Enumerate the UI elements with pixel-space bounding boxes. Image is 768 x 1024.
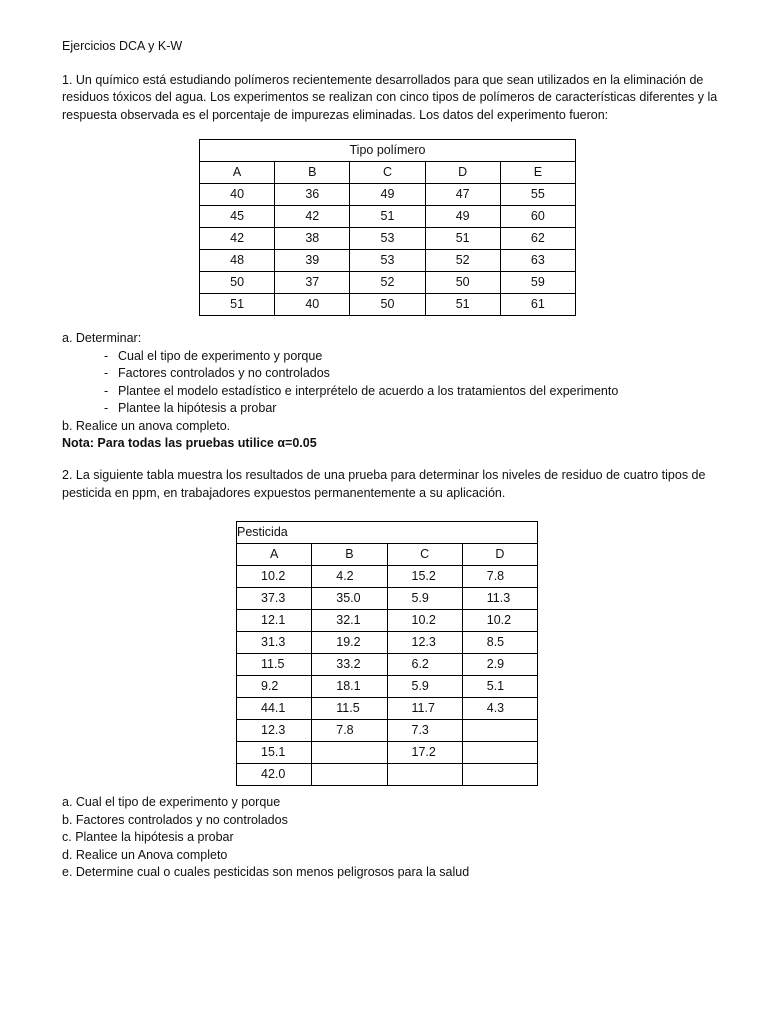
table-cell: 11.5 (312, 698, 387, 720)
table-cell: 5.1 (462, 676, 537, 698)
table-cell: 45 (200, 206, 275, 228)
task-item: c. Plantee la hipótesis a probar (62, 830, 234, 844)
table-cell: 42 (275, 206, 350, 228)
polymer-table-caption: Tipo polímero (200, 140, 576, 162)
table-cell: 36 (275, 184, 350, 206)
table-cell: 62 (500, 228, 575, 250)
table-cell: 6.2 (387, 654, 462, 676)
table-cell: 7.3 (387, 720, 462, 742)
task-item: a. Cual el tipo de experimento y porque (62, 795, 281, 809)
table-cell: 38 (275, 228, 350, 250)
column-header: B (312, 544, 387, 566)
table-cell: 50 (350, 294, 425, 316)
task-a-label: a. Determinar: (62, 331, 142, 345)
question-2-intro-block (62, 467, 722, 502)
task-item: d. Realice un Anova completo (62, 847, 228, 862)
table-cell: 12.1 (237, 610, 312, 632)
table-cell: 39 (275, 250, 350, 272)
table-cell: 9.2 (237, 676, 312, 698)
table-cell: 48 (200, 250, 275, 272)
table-cell: 52 (350, 272, 425, 294)
bullet-item: - Cual el tipo de experimento y porque (104, 348, 722, 366)
table-cell: 11.5 (237, 654, 312, 676)
table-cell: 7.8 (462, 566, 537, 588)
table-row (237, 566, 538, 588)
table-row (237, 742, 538, 764)
pesticide-table-caption-row (237, 522, 538, 544)
table-cell: 11.7 (387, 698, 462, 720)
table-cell: 5.9 (387, 588, 462, 610)
table-cell: 44.1 (237, 698, 312, 720)
question-1-intro: 1. Un químico está estudiando polímeros recientemente desarrollados para que sean utilizados en la eliminación de residuos tóxicos del agua. Los experimentos se realizan con cinco tipos de polímeros de características diferentes y la respuesta observada es el porcentaje de impurezas eliminadas. Los datos del experimento fueron: (62, 72, 718, 122)
table-cell: 63 (500, 250, 575, 272)
task-item: b. Factores controlados y no controlados (62, 812, 288, 827)
bullet-item: - Factores controlados y no controlados (104, 365, 722, 383)
column-header: D (462, 544, 537, 566)
table-cell (312, 742, 387, 764)
table-cell: 49 (350, 184, 425, 206)
table-cell: 50 (425, 272, 500, 294)
table-cell: 53 (350, 250, 425, 272)
pesticide-table-header-row (237, 544, 538, 566)
table-cell: 61 (500, 294, 575, 316)
table-cell: 59 (500, 272, 575, 294)
table-cell: 51 (350, 206, 425, 228)
table-cell: 32.1 (312, 610, 387, 632)
table-cell: 4.3 (462, 698, 537, 720)
table-cell: 53 (350, 228, 425, 250)
table-cell: 33.2 (312, 654, 387, 676)
table-cell: 47 (425, 184, 500, 206)
question-1-tasks (62, 330, 722, 453)
table-cell (387, 764, 462, 786)
table-cell: 60 (500, 206, 575, 228)
table-cell: 49 (425, 206, 500, 228)
table-row (237, 588, 538, 610)
table-cell: 4.2 (312, 566, 387, 588)
table-cell: 42.0 (237, 764, 312, 786)
table-cell: 12.3 (237, 720, 312, 742)
task-item: e. Determine cual o cuales pesticidas son menos peligrosos para la salud (62, 865, 470, 879)
table-row (200, 228, 576, 250)
pesticide-table-caption: Pesticida (237, 522, 538, 544)
bullet-item: - Plantee el modelo estadístico e interprételo de acuerdo a los tratamientos del experimento (104, 383, 722, 401)
table-cell: 11.3 (462, 588, 537, 610)
table-cell: 42 (200, 228, 275, 250)
column-header: E (500, 162, 575, 184)
table-row (237, 654, 538, 676)
table-cell: 31.3 (237, 632, 312, 654)
table-row (237, 676, 538, 698)
table-row (200, 272, 576, 294)
question-2-intro: 2. La siguiente tabla muestra los resultados de una prueba para determinar los niveles de residuo de cuatro tipos de pesticida en ppm, en trabajadores expuestos permanentemente a su aplicación. (62, 468, 706, 500)
table-cell: 8.5 (462, 632, 537, 654)
table-row (237, 632, 538, 654)
table-cell: 15.1 (237, 742, 312, 764)
table-cell: 35.0 (312, 588, 387, 610)
table-cell (462, 742, 537, 764)
table-cell: 37 (275, 272, 350, 294)
column-header: D (425, 162, 500, 184)
table-cell: 2.9 (462, 654, 537, 676)
column-header: A (200, 162, 275, 184)
polymer-table (199, 139, 576, 316)
table-row (200, 184, 576, 206)
table-cell: 50 (200, 272, 275, 294)
table-row (200, 294, 576, 316)
table-cell: 10.2 (387, 610, 462, 632)
table-cell: 40 (200, 184, 275, 206)
table-cell: 51 (425, 228, 500, 250)
table-cell: 51 (425, 294, 500, 316)
table-row (237, 720, 538, 742)
table-row (200, 250, 576, 272)
document-title: Ejercicios DCA y K-W (62, 39, 183, 53)
table-cell: 17.2 (387, 742, 462, 764)
table-cell: 52 (425, 250, 500, 272)
table-row (237, 764, 538, 786)
table-cell: 40 (275, 294, 350, 316)
polymer-table-header-row (200, 162, 576, 184)
table-cell: 55 (500, 184, 575, 206)
table-cell: 51 (200, 294, 275, 316)
column-header: C (387, 544, 462, 566)
question-2-tasks (62, 794, 722, 882)
column-header: B (275, 162, 350, 184)
column-header: A (237, 544, 312, 566)
table-cell: 19.2 (312, 632, 387, 654)
table-cell: 5.9 (387, 676, 462, 698)
document-page (62, 38, 722, 139)
table-cell (462, 720, 537, 742)
task-b: b. Realice un anova completo. (62, 418, 231, 433)
table-cell: 10.2 (462, 610, 537, 632)
alpha-note: Nota: Para todas las pruebas utilice α=0.05 (62, 436, 317, 450)
polymer-table-caption-row (200, 140, 576, 162)
table-cell: 18.1 (312, 676, 387, 698)
table-cell (462, 764, 537, 786)
table-cell: 37.3 (237, 588, 312, 610)
column-header: C (350, 162, 425, 184)
table-cell: 10.2 (237, 566, 312, 588)
table-cell: 12.3 (387, 632, 462, 654)
table-cell: 15.2 (387, 566, 462, 588)
bullet-item: - Plantee la hipótesis a probar (104, 400, 722, 418)
table-row (237, 610, 538, 632)
table-cell: 7.8 (312, 720, 387, 742)
task-a-bullets (62, 348, 722, 418)
pesticide-table (236, 521, 538, 786)
table-row (200, 206, 576, 228)
table-row (237, 698, 538, 720)
table-cell (312, 764, 387, 786)
